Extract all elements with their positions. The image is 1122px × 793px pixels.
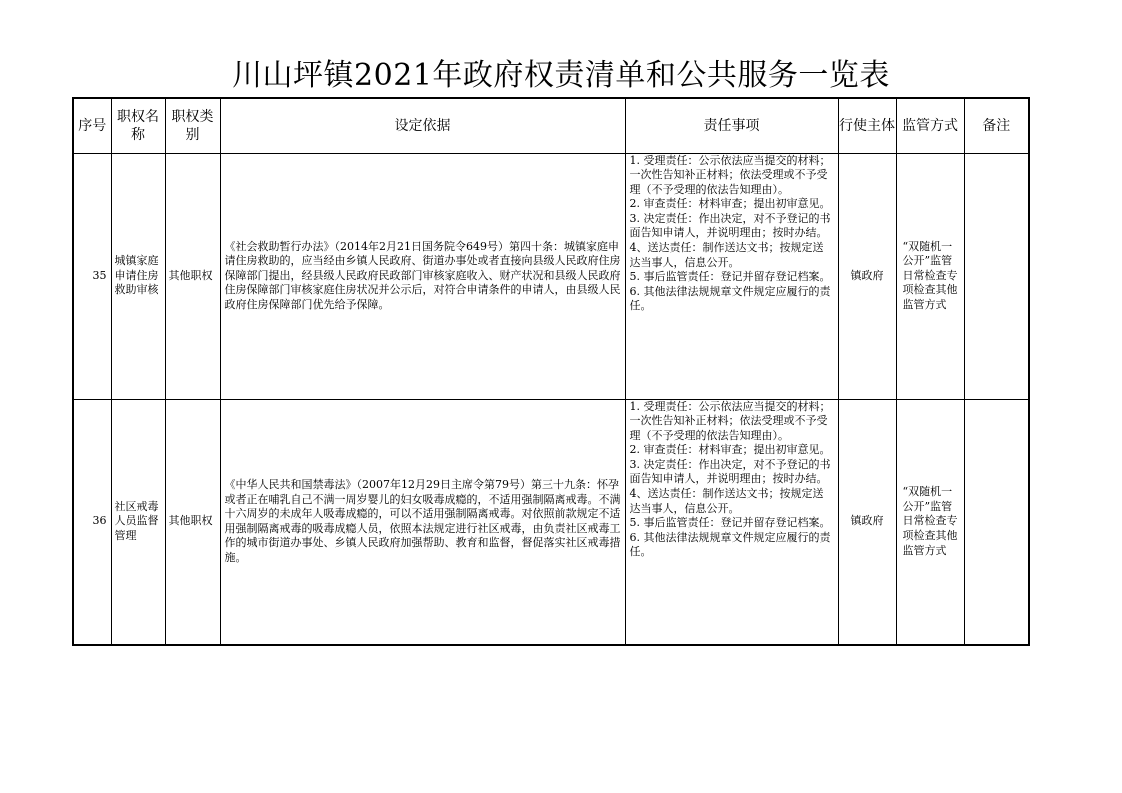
row-basis: 《中华人民共和国禁毒法》（2007年12月29日主席令第79号）第三十九条：怀孕或者正在哺乳自己不满一周岁婴儿的妇女吸毒成瘾的，不适用强制隔离戒毒。不满十六周岁的未成年人吸毒成瘾的，可以不适用强制隔离戒毒。对依照前款规定不适用强制隔离戒毒的吸毒成瘾人员，依照本法规定进行社区戒毒，由负责社区戒毒工作的城市街道办事处、乡镇人民政府加强帮助、教育和监督，督促落实社区戒毒措施。 [220, 399, 625, 645]
responsibility-item: 2. 审查责任：材料审查；提出初审意见。 [629, 443, 831, 457]
row-subject: 镇政府 [838, 153, 896, 399]
responsibility-item: 6. 其他法律法规规章文件规定应履行的责任。 [629, 530, 831, 559]
responsibility-item: 5. 事后监管责任：登记并留存登记档案。 [629, 270, 831, 284]
header-num: 序号 [73, 98, 111, 153]
row-num: 36 [73, 399, 111, 645]
row-basis: 《社会救助暂行办法》（2014年2月21日国务院令649号）第四十条：城镇家庭申请住房救助的，应当经由乡镇人民政府、街道办事处或者直接向县级人民政府住房保障部门提出，经县级人民政府民政部门审核家庭收入、财产状况和县级人民政府住房保障部门审核家庭住房状况并公示后，对符合申请条件的申请人，由县级人民政府住房保障部门优先给予保障。 [220, 153, 625, 399]
header-name: 职权名称 [111, 98, 165, 153]
responsibility-item: 1. 受理责任：公示依法应当提交的材料；一次性告知补正材料；依法受理或不予受理（不予受理的依法告知理由）。 [629, 399, 831, 442]
responsibility-table [72, 97, 1030, 646]
row-name: 社区戒毒人员监督管理 [111, 399, 165, 645]
responsibility-item: 6. 其他法律法规规章文件规定应履行的责任。 [629, 284, 831, 313]
row-type: 其他职权 [165, 399, 220, 645]
header-supervision: 监管方式 [896, 98, 964, 153]
header-type: 职权类别 [165, 98, 220, 153]
responsibility-item: 1. 受理责任：公示依法应当提交的材料；一次性告知补正材料；依法受理或不予受理（不予受理的依法告知理由）。 [629, 153, 831, 196]
responsibility-item: 4、送达责任：制作送达文书；按规定送达当事人，信息公开。 [629, 241, 824, 269]
header-basis: 设定依据 [220, 98, 625, 153]
table-header-row [73, 98, 1029, 153]
responsibility-item: 3. 决定责任：作出决定，对不予登记的书面告知申请人，并说明理由；按时办结。 [629, 211, 831, 240]
row-subject: 镇政府 [838, 399, 896, 645]
page-title: 川山坪镇2021年政府权责清单和公共服务一览表 [232, 58, 890, 93]
row-name: 城镇家庭申请住房救助审核 [111, 153, 165, 399]
responsibility-item: 4、送达责任：制作送达文书；按规定送达当事人，信息公开。 [629, 487, 824, 515]
header-notes: 备注 [964, 98, 1029, 153]
responsibility-item: 5. 事后监管责任：登记并留存登记档案。 [629, 516, 831, 530]
header-responsibilities: 责任事项 [625, 98, 838, 153]
table-row [73, 153, 1029, 399]
row-responsibilities [625, 399, 838, 645]
row-supervision: “双随机一公开”监管日常检查专项检查其他监管方式 [896, 153, 964, 399]
row-notes [964, 153, 1029, 399]
responsibility-item: 2. 审查责任：材料审查；提出初审意见。 [629, 197, 831, 211]
responsibility-item: 3. 决定责任：作出决定，对不予登记的书面告知申请人，并说明理由；按时办结。 [629, 457, 831, 486]
row-responsibilities [625, 153, 838, 399]
row-num: 35 [73, 153, 111, 399]
row-supervision: “双随机一公开”监管日常检查专项检查其他监管方式 [896, 399, 964, 645]
header-subject: 行使主体 [838, 98, 896, 153]
row-notes [964, 399, 1029, 645]
table-row [73, 399, 1029, 645]
row-type: 其他职权 [165, 153, 220, 399]
